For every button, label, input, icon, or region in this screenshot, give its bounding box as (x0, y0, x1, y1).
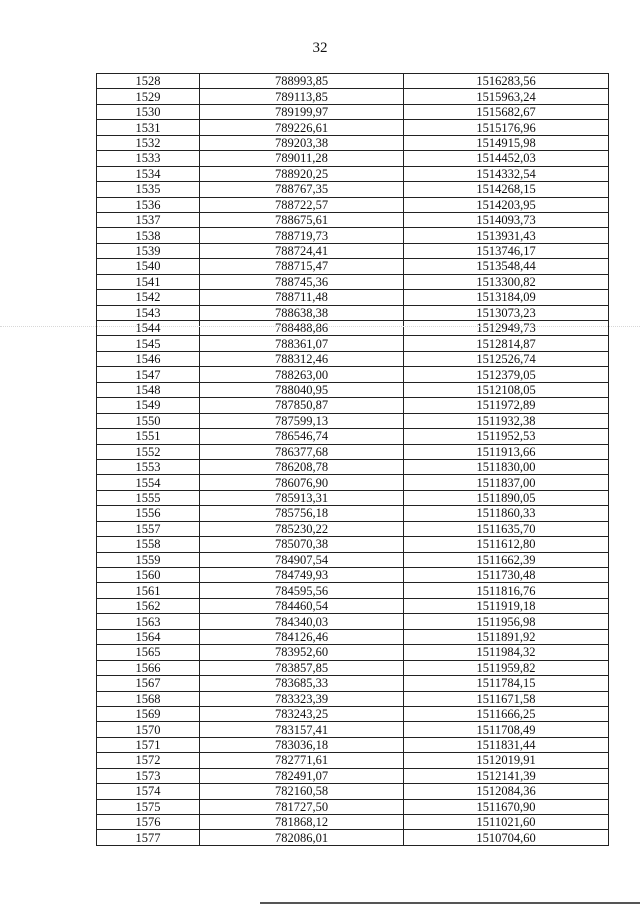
table-row (97, 444, 609, 459)
point-number-cell: 1537 (97, 212, 200, 227)
point-number-cell: 1546 (97, 351, 200, 366)
y-coordinate-cell: 1512526,74 (404, 351, 609, 366)
y-coordinate-cell: 1514093,73 (404, 212, 609, 227)
point-number-cell: 1528 (97, 74, 200, 89)
y-coordinate-cell: 1515176,96 (404, 120, 609, 135)
y-coordinate-cell: 1513184,09 (404, 290, 609, 305)
table-row (97, 104, 609, 119)
point-number-cell: 1574 (97, 784, 200, 799)
y-coordinate-cell: 1511919,18 (404, 598, 609, 613)
point-number-cell: 1549 (97, 398, 200, 413)
y-coordinate-cell: 1513073,23 (404, 305, 609, 320)
x-coordinate-cell: 786076,90 (200, 475, 404, 490)
y-coordinate-cell: 1514203,95 (404, 197, 609, 212)
x-coordinate-cell: 789011,28 (200, 151, 404, 166)
point-number-cell: 1563 (97, 614, 200, 629)
point-number-cell: 1576 (97, 815, 200, 830)
y-coordinate-cell: 1514332,54 (404, 166, 609, 181)
y-coordinate-cell: 1515682,67 (404, 104, 609, 119)
x-coordinate-cell: 789203,38 (200, 135, 404, 150)
table-row (97, 274, 609, 289)
point-number-cell: 1570 (97, 722, 200, 737)
point-number-cell: 1531 (97, 120, 200, 135)
x-coordinate-cell: 782086,01 (200, 830, 404, 845)
point-number-cell: 1532 (97, 135, 200, 150)
point-number-cell: 1542 (97, 290, 200, 305)
table-row (97, 459, 609, 474)
x-coordinate-cell: 784907,54 (200, 552, 404, 567)
point-number-cell: 1536 (97, 197, 200, 212)
x-coordinate-cell: 785756,18 (200, 506, 404, 521)
y-coordinate-cell: 1512949,73 (404, 321, 609, 336)
y-coordinate-cell: 1511671,58 (404, 691, 609, 706)
point-number-cell: 1535 (97, 182, 200, 197)
x-coordinate-cell: 786546,74 (200, 429, 404, 444)
y-coordinate-cell: 1511784,15 (404, 676, 609, 691)
table-row (97, 351, 609, 366)
point-number-cell: 1530 (97, 104, 200, 119)
y-coordinate-cell: 1511666,25 (404, 706, 609, 721)
table-row (97, 166, 609, 181)
table-row (97, 706, 609, 721)
coordinates-table-body (97, 74, 609, 846)
y-coordinate-cell: 1511662,39 (404, 552, 609, 567)
x-coordinate-cell: 787850,87 (200, 398, 404, 413)
table-row (97, 74, 609, 89)
y-coordinate-cell: 1513931,43 (404, 228, 609, 243)
y-coordinate-cell: 1512814,87 (404, 336, 609, 351)
x-coordinate-cell: 783036,18 (200, 737, 404, 752)
x-coordinate-cell: 783157,41 (200, 722, 404, 737)
point-number-cell: 1569 (97, 706, 200, 721)
point-number-cell: 1555 (97, 490, 200, 505)
table-row (97, 290, 609, 305)
table-row (97, 676, 609, 691)
x-coordinate-cell: 788711,48 (200, 290, 404, 305)
x-coordinate-cell: 784126,46 (200, 629, 404, 644)
table-row (97, 691, 609, 706)
x-coordinate-cell: 786377,68 (200, 444, 404, 459)
point-number-cell: 1561 (97, 583, 200, 598)
table-row (97, 506, 609, 521)
table-row (97, 830, 609, 845)
y-coordinate-cell: 1511984,32 (404, 645, 609, 660)
x-coordinate-cell: 788675,61 (200, 212, 404, 227)
y-coordinate-cell: 1511837,00 (404, 475, 609, 490)
table-row (97, 89, 609, 104)
page-number: 32 (312, 40, 328, 56)
x-coordinate-cell: 782771,61 (200, 753, 404, 768)
table-row (97, 151, 609, 166)
x-coordinate-cell: 788263,00 (200, 367, 404, 382)
y-coordinate-cell: 1512379,05 (404, 367, 609, 382)
table-row (97, 135, 609, 150)
table-row (97, 197, 609, 212)
point-number-cell: 1541 (97, 274, 200, 289)
x-coordinate-cell: 784595,56 (200, 583, 404, 598)
table-row (97, 629, 609, 644)
table-row (97, 799, 609, 814)
y-coordinate-cell: 1512019,91 (404, 753, 609, 768)
table-row (97, 398, 609, 413)
y-coordinate-cell: 1512141,39 (404, 768, 609, 783)
y-coordinate-cell: 1514452,03 (404, 151, 609, 166)
table-row (97, 521, 609, 536)
point-number-cell: 1571 (97, 737, 200, 752)
point-number-cell: 1538 (97, 228, 200, 243)
y-coordinate-cell: 1511830,00 (404, 459, 609, 474)
table-row (97, 753, 609, 768)
y-coordinate-cell: 1511816,76 (404, 583, 609, 598)
table-row (97, 537, 609, 552)
scan-bottom-edge-line (260, 902, 640, 904)
y-coordinate-cell: 1511952,53 (404, 429, 609, 444)
table-row (97, 228, 609, 243)
point-number-cell: 1568 (97, 691, 200, 706)
x-coordinate-cell: 785913,31 (200, 490, 404, 505)
point-number-cell: 1560 (97, 568, 200, 583)
x-coordinate-cell: 782491,07 (200, 768, 404, 783)
point-number-cell: 1557 (97, 521, 200, 536)
y-coordinate-cell: 1512084,36 (404, 784, 609, 799)
x-coordinate-cell: 788724,41 (200, 243, 404, 258)
y-coordinate-cell: 1511890,05 (404, 490, 609, 505)
x-coordinate-cell: 783952,60 (200, 645, 404, 660)
y-coordinate-cell: 1511932,38 (404, 413, 609, 428)
point-number-cell: 1565 (97, 645, 200, 660)
x-coordinate-cell: 788745,36 (200, 274, 404, 289)
y-coordinate-cell: 1511956,98 (404, 614, 609, 629)
x-coordinate-cell: 781868,12 (200, 815, 404, 830)
y-coordinate-cell: 1511730,48 (404, 568, 609, 583)
y-coordinate-cell: 1515963,24 (404, 89, 609, 104)
scan-dotted-line (0, 326, 640, 327)
point-number-cell: 1551 (97, 429, 200, 444)
x-coordinate-cell: 786208,78 (200, 459, 404, 474)
table-row (97, 784, 609, 799)
x-coordinate-cell: 788488,86 (200, 321, 404, 336)
x-coordinate-cell: 787599,13 (200, 413, 404, 428)
table-row (97, 120, 609, 135)
table-row (97, 568, 609, 583)
table-row (97, 768, 609, 783)
point-number-cell: 1558 (97, 537, 200, 552)
x-coordinate-cell: 783685,33 (200, 676, 404, 691)
y-coordinate-cell: 1513746,17 (404, 243, 609, 258)
point-number-cell: 1562 (97, 598, 200, 613)
point-number-cell: 1540 (97, 259, 200, 274)
table-row (97, 645, 609, 660)
point-number-cell: 1577 (97, 830, 200, 845)
table-row (97, 336, 609, 351)
x-coordinate-cell: 788767,35 (200, 182, 404, 197)
point-number-cell: 1548 (97, 382, 200, 397)
table-row (97, 598, 609, 613)
y-coordinate-cell: 1511021,60 (404, 815, 609, 830)
y-coordinate-cell: 1516283,56 (404, 74, 609, 89)
table-row (97, 212, 609, 227)
table-row (97, 614, 609, 629)
table-row (97, 583, 609, 598)
table-row (97, 660, 609, 675)
x-coordinate-cell: 788719,73 (200, 228, 404, 243)
table-row (97, 722, 609, 737)
point-number-cell: 1547 (97, 367, 200, 382)
table-row (97, 382, 609, 397)
x-coordinate-cell: 788638,38 (200, 305, 404, 320)
table-row (97, 367, 609, 382)
table-row (97, 305, 609, 320)
x-coordinate-cell: 784340,03 (200, 614, 404, 629)
x-coordinate-cell: 789226,61 (200, 120, 404, 135)
x-coordinate-cell: 783323,39 (200, 691, 404, 706)
point-number-cell: 1556 (97, 506, 200, 521)
point-number-cell: 1573 (97, 768, 200, 783)
x-coordinate-cell: 788312,46 (200, 351, 404, 366)
point-number-cell: 1545 (97, 336, 200, 351)
x-coordinate-cell: 788920,25 (200, 166, 404, 181)
point-number-cell: 1553 (97, 459, 200, 474)
x-coordinate-cell: 789199,97 (200, 104, 404, 119)
table-row (97, 259, 609, 274)
x-coordinate-cell: 788715,47 (200, 259, 404, 274)
point-number-cell: 1544 (97, 321, 200, 336)
x-coordinate-cell: 788722,57 (200, 197, 404, 212)
y-coordinate-cell: 1511959,82 (404, 660, 609, 675)
point-number-cell: 1529 (97, 89, 200, 104)
x-coordinate-cell: 785230,22 (200, 521, 404, 536)
x-coordinate-cell: 788040,95 (200, 382, 404, 397)
point-number-cell: 1543 (97, 305, 200, 320)
x-coordinate-cell: 781727,50 (200, 799, 404, 814)
y-coordinate-cell: 1510704,60 (404, 830, 609, 845)
point-number-cell: 1559 (97, 552, 200, 567)
point-number-cell: 1575 (97, 799, 200, 814)
table-row (97, 429, 609, 444)
y-coordinate-cell: 1511670,90 (404, 799, 609, 814)
point-number-cell: 1534 (97, 166, 200, 181)
table-row (97, 552, 609, 567)
y-coordinate-cell: 1511913,66 (404, 444, 609, 459)
x-coordinate-cell: 785070,38 (200, 537, 404, 552)
point-number-cell: 1554 (97, 475, 200, 490)
y-coordinate-cell: 1511891,92 (404, 629, 609, 644)
y-coordinate-cell: 1512108,05 (404, 382, 609, 397)
point-number-cell: 1572 (97, 753, 200, 768)
y-coordinate-cell: 1511635,70 (404, 521, 609, 536)
table-row (97, 737, 609, 752)
y-coordinate-cell: 1514268,15 (404, 182, 609, 197)
table-row (97, 182, 609, 197)
table-row (97, 321, 609, 336)
y-coordinate-cell: 1513548,44 (404, 259, 609, 274)
x-coordinate-cell: 789113,85 (200, 89, 404, 104)
table-row (97, 815, 609, 830)
y-coordinate-cell: 1513300,82 (404, 274, 609, 289)
point-number-cell: 1567 (97, 676, 200, 691)
point-number-cell: 1564 (97, 629, 200, 644)
table-row (97, 475, 609, 490)
y-coordinate-cell: 1514915,98 (404, 135, 609, 150)
table-row (97, 490, 609, 505)
x-coordinate-cell: 784749,93 (200, 568, 404, 583)
coordinates-table (96, 73, 609, 846)
y-coordinate-cell: 1511972,89 (404, 398, 609, 413)
point-number-cell: 1539 (97, 243, 200, 258)
table-row (97, 413, 609, 428)
y-coordinate-cell: 1511831,44 (404, 737, 609, 752)
x-coordinate-cell: 783857,85 (200, 660, 404, 675)
x-coordinate-cell: 783243,25 (200, 706, 404, 721)
x-coordinate-cell: 782160,58 (200, 784, 404, 799)
point-number-cell: 1533 (97, 151, 200, 166)
table-row (97, 243, 609, 258)
point-number-cell: 1550 (97, 413, 200, 428)
y-coordinate-cell: 1511860,33 (404, 506, 609, 521)
x-coordinate-cell: 788993,85 (200, 74, 404, 89)
point-number-cell: 1552 (97, 444, 200, 459)
point-number-cell: 1566 (97, 660, 200, 675)
y-coordinate-cell: 1511612,80 (404, 537, 609, 552)
x-coordinate-cell: 788361,07 (200, 336, 404, 351)
x-coordinate-cell: 784460,54 (200, 598, 404, 613)
y-coordinate-cell: 1511708,49 (404, 722, 609, 737)
